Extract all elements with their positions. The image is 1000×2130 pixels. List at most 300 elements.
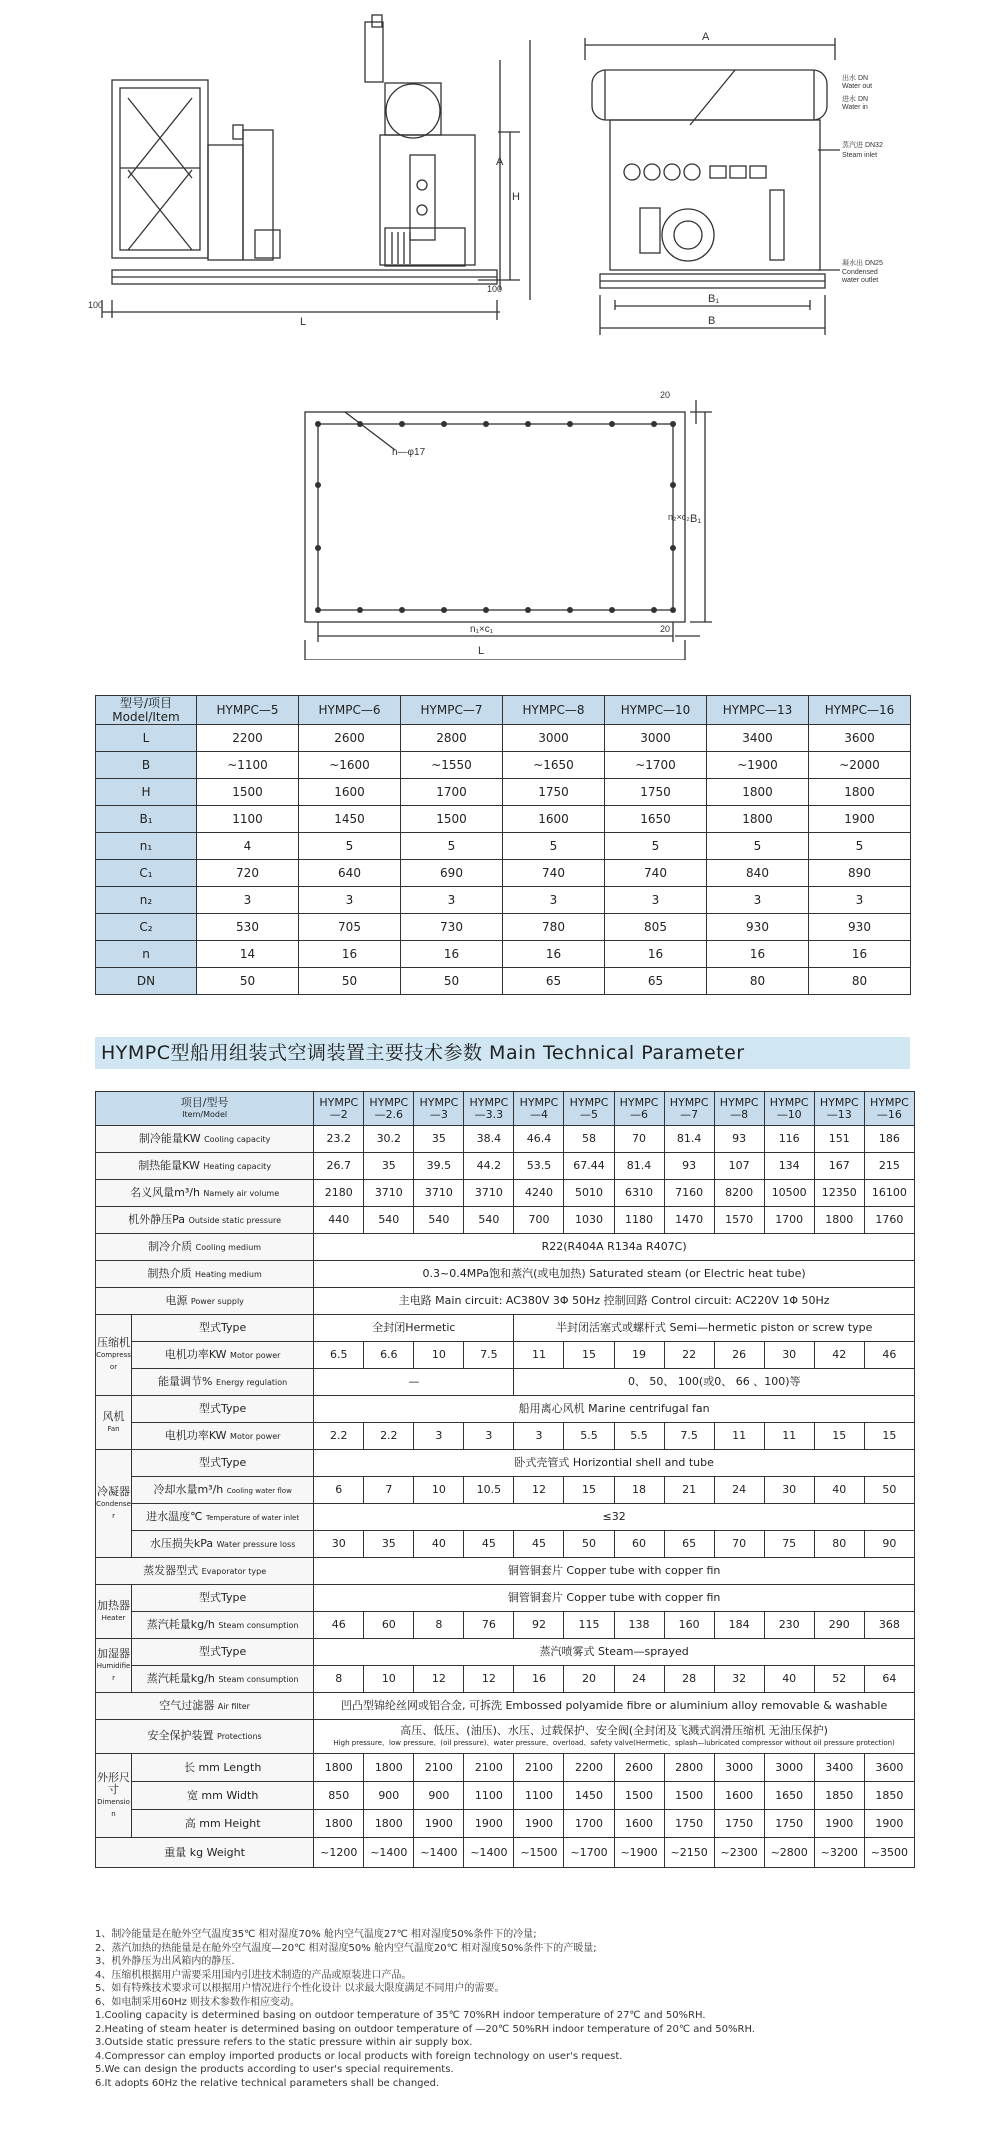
dimension-cell: 16: [299, 941, 401, 968]
label-static-pressure: 机外静压Pa Outside static pressure: [96, 1207, 314, 1234]
note: 5、如有特殊技术要求可以根据用户情况进行个性化设计 以求最大限度满足不同用户的需要。: [95, 1983, 505, 1994]
cell: ~1400: [414, 1838, 464, 1868]
fan-type-value: 船用离心风机 Marine centrifugal fan: [314, 1396, 915, 1423]
dimension-cell: 80: [809, 968, 911, 995]
cell: 1750: [714, 1810, 764, 1838]
cell: 1450: [564, 1782, 614, 1810]
flange-dim-n1c1: n₁×c₁: [470, 624, 494, 635]
row-protection: [96, 1720, 915, 1754]
cell: 215: [864, 1153, 914, 1180]
dimension-cell: ~1900: [707, 752, 809, 779]
cell: 11: [514, 1342, 564, 1369]
dimension-cell: 3: [605, 887, 707, 914]
cell: 35: [364, 1153, 414, 1180]
label-cooling-medium: 制冷介质 Cooling medium: [96, 1234, 314, 1261]
cell: 67.44: [564, 1153, 614, 1180]
dimension-row: [96, 806, 911, 833]
dimension-cell: 3: [809, 887, 911, 914]
cell: 1800: [314, 1810, 364, 1838]
dimension-cell: ~1100: [197, 752, 299, 779]
cell: 3: [414, 1423, 464, 1450]
dimension-cell: 720: [197, 860, 299, 887]
side-dim-100-bottom: 100: [487, 284, 503, 294]
row-fan-type: [96, 1396, 915, 1423]
cell: 38.4: [464, 1126, 514, 1153]
label-cooling: 制冷能量KW Cooling capacity: [96, 1126, 314, 1153]
label-humidifier-steam: 蒸汽耗量kg/h Steam consumption: [132, 1666, 314, 1693]
dimension-cell: 14: [197, 941, 299, 968]
dimension-cell: 740: [503, 860, 605, 887]
dimension-row: [96, 941, 911, 968]
label-heating: 制热能量KW Heating capacity: [96, 1153, 314, 1180]
dimension-cell: 1600: [299, 779, 401, 806]
dimension-row-label: H: [96, 779, 197, 806]
cell: ~1900: [614, 1838, 664, 1868]
dimension-row: [96, 725, 911, 752]
cell: 40: [764, 1666, 814, 1693]
dimension-cell: 5: [605, 833, 707, 860]
cell: 10500: [764, 1180, 814, 1207]
cell: 8: [314, 1666, 364, 1693]
evaporator-value: 铜管铜套片 Copper tube with copper fin: [314, 1558, 915, 1585]
model-col: HYMPC —6: [614, 1092, 664, 1126]
front-dim-a: A: [702, 31, 710, 43]
parameter-header-row: [96, 1092, 915, 1126]
dimension-cell: 640: [299, 860, 401, 887]
note: 2.Heating of steam heater is determined basing on outdoor temperature of —20℃ 50%RH indoor temperature of 20℃ and 50%RH.: [95, 2023, 755, 2035]
dimension-cell: 690: [401, 860, 503, 887]
cell: 22: [664, 1342, 714, 1369]
label-condenser-type: 型式Type: [132, 1450, 314, 1477]
cell: 3710: [464, 1180, 514, 1207]
label-air-filter: 空气过滤器 Air filter: [96, 1693, 314, 1720]
dimension-cell: 50: [299, 968, 401, 995]
dimension-row-label: n₁: [96, 833, 197, 860]
cell: 1900: [514, 1810, 564, 1838]
row-heating: [96, 1153, 915, 1180]
row-heater-steam: [96, 1612, 915, 1639]
label-condenser-loss: 水压损失kPa Water pressure loss: [132, 1531, 314, 1558]
dimension-cell: 1750: [605, 779, 707, 806]
cell: 11: [764, 1423, 814, 1450]
cell: 134: [764, 1153, 814, 1180]
label-air-volume: 名义风量m³/h Namely air volume: [96, 1180, 314, 1207]
engineering-drawings: [0, 0, 1000, 660]
cell: 58: [564, 1126, 614, 1153]
dimension-header-label: [96, 696, 197, 725]
cell: 2.2: [364, 1423, 414, 1450]
model-col: HYMPC —3.3: [464, 1092, 514, 1126]
dimension-cell: 1800: [707, 806, 809, 833]
cell: 90: [864, 1531, 914, 1558]
dimension-cell: 1500: [401, 806, 503, 833]
cell: 11: [714, 1423, 764, 1450]
cell: 16: [514, 1666, 564, 1693]
cell: ~2300: [714, 1838, 764, 1868]
cell: 15: [564, 1477, 614, 1504]
compressor-energy-first: —: [314, 1369, 514, 1396]
cell: 1800: [364, 1810, 414, 1838]
note: 2、蒸汽加热的热能量是在舱外空气温度—20℃ 相对湿度50% 舱内空气温度20℃ 相对湿度50%条件下的产暖量;: [95, 1942, 597, 1954]
cell: 81.4: [664, 1126, 714, 1153]
cell: 540: [414, 1207, 464, 1234]
group-fan: 风机 Fan: [96, 1396, 132, 1450]
cell: 186: [864, 1126, 914, 1153]
dimension-cell: 80: [707, 968, 809, 995]
row-static-pressure: [96, 1207, 915, 1234]
label-condenser-inlet: 进水温度℃ Temperature of water inlet: [132, 1504, 314, 1531]
dimension-cell: 16: [503, 941, 605, 968]
protection-en: High pressure、low pressure、(oil pressure)、water pressure、overload、safety valve(Hermetic、splash—lubricated compressor without oil pressure protection): [333, 1738, 895, 1747]
condenser-inlet-value: ≤32: [314, 1504, 915, 1531]
model-col: HYMPC—7: [401, 696, 503, 725]
dimension-cell: ~1600: [299, 752, 401, 779]
cell: 5010: [564, 1180, 614, 1207]
side-dim-l: L: [300, 316, 307, 328]
cell: ~1500: [514, 1838, 564, 1868]
cell: 7.5: [664, 1423, 714, 1450]
cell: 184: [714, 1612, 764, 1639]
dimension-row: [96, 779, 911, 806]
model-col: HYMPC —13: [814, 1092, 864, 1126]
label-power: 电源 Power supply: [96, 1288, 314, 1315]
label-heater-type: 型式Type: [132, 1585, 314, 1612]
dimension-cell: 65: [503, 968, 605, 995]
dimension-cell: 1700: [401, 779, 503, 806]
cell: 4240: [514, 1180, 564, 1207]
model-col: HYMPC—8: [503, 696, 605, 725]
dimension-cell: 730: [401, 914, 503, 941]
cell: 24: [714, 1477, 764, 1504]
label-compressor-type: 型式Type: [132, 1315, 314, 1342]
row-humidifier-type: [96, 1639, 915, 1666]
row-air-filter: [96, 1693, 915, 1720]
front-dim-b: B: [708, 315, 716, 327]
cell: 81.4: [614, 1153, 664, 1180]
cell: 8200: [714, 1180, 764, 1207]
dimension-cell: 5: [503, 833, 605, 860]
cell: 46: [864, 1342, 914, 1369]
cell: 35: [364, 1531, 414, 1558]
dimension-row-label: n: [96, 941, 197, 968]
row-compressor-energy: [96, 1369, 915, 1396]
dimension-cell: 65: [605, 968, 707, 995]
cell: 850: [314, 1782, 364, 1810]
dimension-cell: 2800: [401, 725, 503, 752]
model-col: HYMPC—6: [299, 696, 401, 725]
dimension-cell: 16: [401, 941, 503, 968]
cell: 900: [414, 1782, 464, 1810]
cell: 1570: [714, 1207, 764, 1234]
dimension-cell: ~1700: [605, 752, 707, 779]
group-compressor: 压缩机 Compressor: [96, 1315, 132, 1396]
model-col: HYMPC—10: [605, 696, 707, 725]
protection-cn: 高压、低压、(油压)、水压、过载保护、安全阀(全封闭及飞溅式润滑压缩机 无油压保护): [400, 1723, 828, 1737]
cell: 1800: [814, 1207, 864, 1234]
label-condensed-en2: water outlet: [842, 277, 879, 284]
model-col: HYMPC —8: [714, 1092, 764, 1126]
cell: 7160: [664, 1180, 714, 1207]
dimension-cell: 3600: [809, 725, 911, 752]
dimension-row-label: n₂: [96, 887, 197, 914]
dimension-table: [95, 695, 911, 995]
dimension-cell: 930: [809, 914, 911, 941]
dimension-cell: 2200: [197, 725, 299, 752]
cell: 28: [664, 1666, 714, 1693]
cell: 540: [364, 1207, 414, 1234]
dimension-cell: 1800: [809, 779, 911, 806]
row-power: [96, 1288, 915, 1315]
dimension-body: [96, 725, 911, 995]
cell: 26.7: [314, 1153, 364, 1180]
cell: 1850: [864, 1782, 914, 1810]
cell: 30.2: [364, 1126, 414, 1153]
dimension-cell: 3400: [707, 725, 809, 752]
cell: 900: [364, 1782, 414, 1810]
cell: 115: [564, 1612, 614, 1639]
dimension-row: [96, 887, 911, 914]
dimension-cell: ~1650: [503, 752, 605, 779]
row-cooling-medium: [96, 1234, 915, 1261]
dimension-cell: 930: [707, 914, 809, 941]
label-water-out-en: Water out: [842, 83, 873, 90]
cell: 138: [614, 1612, 664, 1639]
dimension-cell: 1100: [197, 806, 299, 833]
dimension-row: [96, 860, 911, 887]
cell: 1650: [764, 1782, 814, 1810]
dimension-cell: 2600: [299, 725, 401, 752]
cell: ~2800: [764, 1838, 814, 1868]
row-dim-width: [96, 1782, 915, 1810]
cell: 26: [714, 1342, 764, 1369]
cell: 2200: [564, 1754, 614, 1782]
heater-type-value: 铜管铜套片 Copper tube with copper fin: [314, 1585, 915, 1612]
cell: 53.5: [514, 1153, 564, 1180]
cell: 70: [614, 1126, 664, 1153]
model-col: HYMPC —16: [864, 1092, 914, 1126]
model-col: HYMPC —3: [414, 1092, 464, 1126]
cell: 3600: [864, 1754, 914, 1782]
cell: 80: [814, 1531, 864, 1558]
cell: 1700: [564, 1810, 614, 1838]
cell: 75: [764, 1531, 814, 1558]
dimension-row-label: C₁: [96, 860, 197, 887]
flange-holes: n—φ17: [392, 447, 426, 458]
row-condenser-loss: [96, 1531, 915, 1558]
cell: 12: [414, 1666, 464, 1693]
cell: 1500: [664, 1782, 714, 1810]
cell: 42: [814, 1342, 864, 1369]
note: 1、制冷能量是在舱外空气温度35℃ 相对湿度70% 舱内空气温度27℃ 相对湿度50%条件下的冷量;: [95, 1929, 537, 1940]
dimension-row-label: L: [96, 725, 197, 752]
heating-medium-value: 0.3~0.4MPa饱和蒸汽(或电加热) Saturated steam (or Electric heat tube): [314, 1261, 915, 1288]
label-condensed-en: Condensed: [842, 269, 878, 276]
cell: 167: [814, 1153, 864, 1180]
dimension-cell: 5: [299, 833, 401, 860]
cell: 2180: [314, 1180, 364, 1207]
cell: 50: [564, 1531, 614, 1558]
cell: 46: [314, 1612, 364, 1639]
dimension-cell: 705: [299, 914, 401, 941]
cell: 44.2: [464, 1153, 514, 1180]
cell: 2600: [614, 1754, 664, 1782]
row-heater-type: [96, 1585, 915, 1612]
cell: 107: [714, 1153, 764, 1180]
cell: 70: [714, 1531, 764, 1558]
cell: 1900: [414, 1810, 464, 1838]
cell: 15: [564, 1342, 614, 1369]
model-col: HYMPC —5: [564, 1092, 614, 1126]
label-compressor-motor: 电机功率KW Motor power: [132, 1342, 314, 1369]
cell: 5.5: [614, 1423, 664, 1450]
notes: [95, 1928, 915, 2090]
cell: ~3500: [864, 1838, 914, 1868]
dimension-cell: 1750: [503, 779, 605, 806]
label-water-in-cn: 进水 DN: [842, 96, 869, 103]
cell: 60: [364, 1612, 414, 1639]
cell: 12: [464, 1666, 514, 1693]
dimension-cell: 3: [503, 887, 605, 914]
air-filter-value: 凹凸型锦纶丝网或铝合金, 可拆洗 Embossed polyamide fibre or aluminium alloy removable & washable: [314, 1693, 915, 1720]
humidifier-type-value: 蒸汽喷雾式 Steam—sprayed: [314, 1639, 915, 1666]
cell: 440: [314, 1207, 364, 1234]
cell: 64: [864, 1666, 914, 1693]
front-view: [585, 38, 840, 335]
flange-dim-l: L: [478, 645, 485, 657]
cell: 3710: [414, 1180, 464, 1207]
row-humidifier-steam: [96, 1666, 915, 1693]
cell: 93: [714, 1126, 764, 1153]
label-evaporator: 蒸发器型式 Evaporator type: [96, 1558, 314, 1585]
row-evaporator: [96, 1558, 915, 1585]
label-steam-inlet-cn: 蒸汽进 DN32: [842, 142, 883, 149]
label-steam-inlet-en: Steam inlet: [842, 152, 878, 159]
group-condenser: 冷凝器 Condenser: [96, 1450, 132, 1558]
parameter-title: HYMPC型船用组装式空调装置主要技术参数 Main Technical Parameter: [95, 1037, 910, 1069]
label-width: 宽 mm Width: [132, 1782, 314, 1810]
cell: 700: [514, 1207, 564, 1234]
note: 4.Compressor can employ imported products or local products with foreign technology on user's request.: [95, 2050, 623, 2062]
cell: 12: [514, 1477, 564, 1504]
condenser-type-value: 卧式壳管式 Horizontial shell and tube: [314, 1450, 915, 1477]
dimension-header-row: [96, 696, 911, 725]
dimension-cell: 3: [197, 887, 299, 914]
cell: 1750: [664, 1810, 714, 1838]
row-condenser-flow: [96, 1477, 915, 1504]
row-condenser-type: [96, 1450, 915, 1477]
dimension-header-en: Model/Item: [112, 710, 180, 724]
cell: 39.5: [414, 1153, 464, 1180]
side-dim-h: H: [512, 191, 520, 203]
label-condensed-cn: 凝水出 DN25: [842, 260, 883, 267]
label-heater-steam: 蒸汽耗量kg/h Steam consumption: [132, 1612, 314, 1639]
cell: 65: [664, 1531, 714, 1558]
dimension-row: [96, 968, 911, 995]
row-air-volume: [96, 1180, 915, 1207]
cell: 40: [414, 1531, 464, 1558]
cell: 1850: [814, 1782, 864, 1810]
cell: 18: [614, 1477, 664, 1504]
cell: 30: [764, 1342, 814, 1369]
dimension-row-label: B₁: [96, 806, 197, 833]
dimension-row-label: DN: [96, 968, 197, 995]
group-humidifier: 加湿器 Humidifier: [96, 1639, 132, 1693]
cell: 540: [464, 1207, 514, 1234]
model-col: HYMPC—16: [809, 696, 911, 725]
cell: 2800: [664, 1754, 714, 1782]
cell: ~1400: [464, 1838, 514, 1868]
cell: 23.2: [314, 1126, 364, 1153]
dimension-cell: 1800: [707, 779, 809, 806]
cell: 151: [814, 1126, 864, 1153]
label-protection: 安全保护装置 Protections: [96, 1720, 314, 1754]
note: 5.We can design the products according to user's special requirements.: [95, 2064, 454, 2075]
cell: 7: [364, 1477, 414, 1504]
cell: 1600: [614, 1810, 664, 1838]
cell: ~1400: [364, 1838, 414, 1868]
cell: 46.4: [514, 1126, 564, 1153]
dimension-cell: 740: [605, 860, 707, 887]
group-heater: 加热器 Heater: [96, 1585, 132, 1639]
cell: 1800: [314, 1754, 364, 1782]
cell: 6: [314, 1477, 364, 1504]
cell: 1100: [464, 1782, 514, 1810]
parameter-header-cn: 项目/型号: [180, 1095, 229, 1109]
label-water-in-en: Water in: [842, 104, 868, 111]
label-condenser-flow: 冷却水量m³/h Cooling water flow: [132, 1477, 314, 1504]
cell: 1760: [864, 1207, 914, 1234]
cell: 160: [664, 1612, 714, 1639]
model-col: HYMPC —2.6: [364, 1092, 414, 1126]
row-condenser-inlet: [96, 1504, 915, 1531]
label-height: 高 mm Height: [132, 1810, 314, 1838]
parameter-header-en: Item/Model: [182, 1109, 228, 1119]
cell: ~3200: [814, 1838, 864, 1868]
cell: 10: [364, 1666, 414, 1693]
cell: 2.2: [314, 1423, 364, 1450]
row-dim-length: [96, 1754, 915, 1782]
protection-value: [314, 1720, 915, 1754]
row-compressor-motor: [96, 1342, 915, 1369]
label-length: 长 mm Length: [132, 1754, 314, 1782]
cell: 6.6: [364, 1342, 414, 1369]
cell: 12350: [814, 1180, 864, 1207]
note: 6.It adopts 60Hz the relative technical parameters shall be changed.: [95, 2077, 440, 2089]
cell: 2100: [514, 1754, 564, 1782]
cell: 5.5: [564, 1423, 614, 1450]
dimension-cell: 5: [707, 833, 809, 860]
cell: 3: [514, 1423, 564, 1450]
dimension-cell: 890: [809, 860, 911, 887]
cell: 40: [814, 1477, 864, 1504]
dimension-row: [96, 752, 911, 779]
cell: 16100: [864, 1180, 914, 1207]
note: 3、机外静压为出风箱内的静压.: [95, 1956, 235, 1967]
cell: 1900: [464, 1810, 514, 1838]
cell: 24: [614, 1666, 664, 1693]
cell: 19: [614, 1342, 664, 1369]
dimension-cell: 1600: [503, 806, 605, 833]
cell: 30: [314, 1531, 364, 1558]
dimension-cell: 16: [809, 941, 911, 968]
cell: 21: [664, 1477, 714, 1504]
compressor-type-hermetic: 全封闭Hermetic: [314, 1315, 514, 1342]
model-col: HYMPC —10: [764, 1092, 814, 1126]
dimension-row: [96, 914, 911, 941]
power-value: 主电路 Main circuit: AC380V 3Φ 50Hz 控制回路 Control circuit: AC220V 1Φ 50Hz: [314, 1288, 915, 1315]
cell: 45: [514, 1531, 564, 1558]
dimension-cell: 1650: [605, 806, 707, 833]
